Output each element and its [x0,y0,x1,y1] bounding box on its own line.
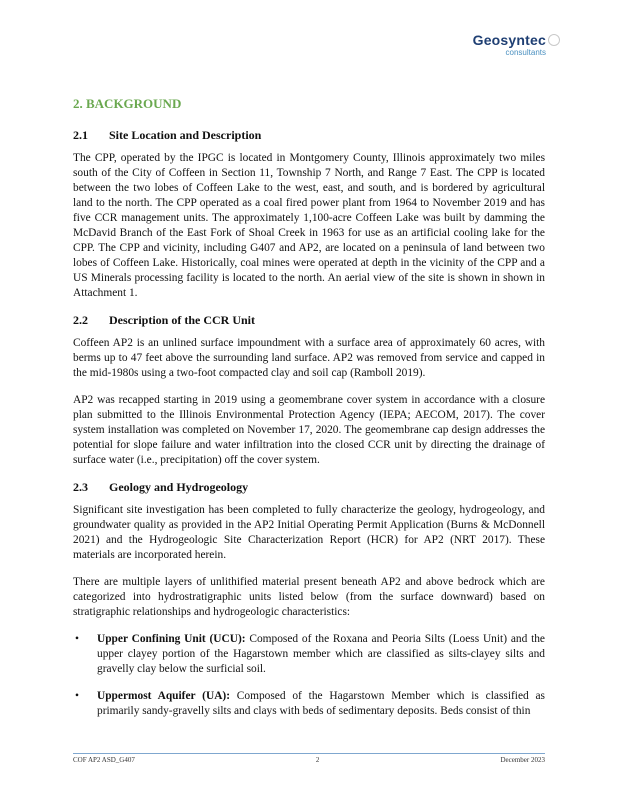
subsection-number: 2.3 [73,480,88,494]
subsection-heading-2-1 [73,128,545,143]
bullet-icon: • [75,633,79,645]
bullet-icon: • [75,690,79,702]
logo-mark-icon [548,34,560,46]
logo-subtitle: consultants [505,48,546,57]
subsection-title: Description of the CCR Unit [109,313,255,327]
bullet-text: Composed of the Roxana and Peoria Silts (Loess Unit) and the upper clayey portion of the Hagarstown member which are classified as silts-clayey silts and gravelly clay below the surficial soil. [97,633,545,675]
list-item [73,689,545,719]
subsection-heading-2-2 [73,313,545,328]
document-body [73,96,545,731]
subsection-title: Site Location and Description [109,128,262,142]
bullet-text: Composed of the Hagarstown Member which is classified as primarily sandy-gravelly silts and clays with beds of sedimentary deposits. Beds consist of thin [97,690,545,717]
hydrostratigraphic-units-list [73,632,545,719]
subsection-title: Geology and Hydrogeology [109,480,249,494]
footer-date: December 2023 [500,756,545,764]
subsection-number: 2.2 [73,313,88,327]
page-footer [73,753,545,764]
list-item [73,632,545,677]
logo-name: Geosyntec [472,32,546,48]
subsection-heading-2-3 [73,480,545,495]
paragraph-recap: AP2 was recapped starting in 2019 using a geomembrane cover system in accordance with a closure plan submitted to the Illinois Environmental Protection Agency (IEPA; AECOM, 2017). The cover system installation was completed on November 17, 2020. The geomembrane cap design addresses the potential for slope failure and water infiltration into the closed CCR unit by directing the drainage of surface water (i.e., precipitation) off the cover system. [73,394,545,466]
paragraph-site-location: The CPP, operated by the IPGC is located in Montgomery County, Illinois approximately two miles south of the City of Coffeen in Section 11, Township 7 North, and Range 7 East. The CPP is located between the two lobes of Coffeen Lake to the west, east, and south, and is bordered by agricultural land to the north. The CPP operated as a coal fired power plant from 1964 to November 2019 and has five CCR management units. The approximately 1,100-acre Coffeen Lake was built by damming the McDavid Branch of the East Fork of Shoal Creek in 1963 for use as an artificial cooling lake for the CPP. The CPP and vicinity, including G407 and AP2, are located on a peninsula of land between two lobes of Coffeen Lake. Historically, coal mines were operated at depth in the vicinity of the CPP and a US Minerals processing facility is located to the north. An aerial view of the site is shown in shown in Attachment 1. [73,152,545,299]
subsection-number: 2.1 [73,128,88,142]
paragraph-ccr-unit: Coffeen AP2 is an unlined surface impoundment with a surface area of approximately 60 acres, with berms up to 47 feet above the surrounding land surface. AP2 was removed from service and capped in the mid-1980s using a two-foot compacted clay and soil cap (Ramboll 2019). [73,337,545,379]
paragraph-investigation: Significant site investigation has been completed to fully characterize the geology, hydrogeology, and groundwater quality as provided in the AP2 Initial Operating Permit Application (Burns & McDonnell 2021) and the Hydrogeologic Site Characterization Report (HCR) for AP2 (NRT 2017). These materials are incorporated herein. [73,504,545,561]
footer-page-number: 2 [315,756,320,764]
bullet-term: Upper Confining Unit (UCU): [97,633,246,645]
paragraph-layers: There are multiple layers of unlithified material present beneath AP2 and above bedrock which are categorized into hydrostratigraphic units listed below (from the surface downward) based on stratigraphic relationships and hydrogeologic characteristics: [73,576,545,618]
section-title: 2. BACKGROUND [73,96,182,111]
footer-document-id: COF AP2 ASD_G407 [73,756,135,764]
bullet-term: Uppermost Aquifer (UA): [97,690,230,702]
company-logo [473,32,560,57]
